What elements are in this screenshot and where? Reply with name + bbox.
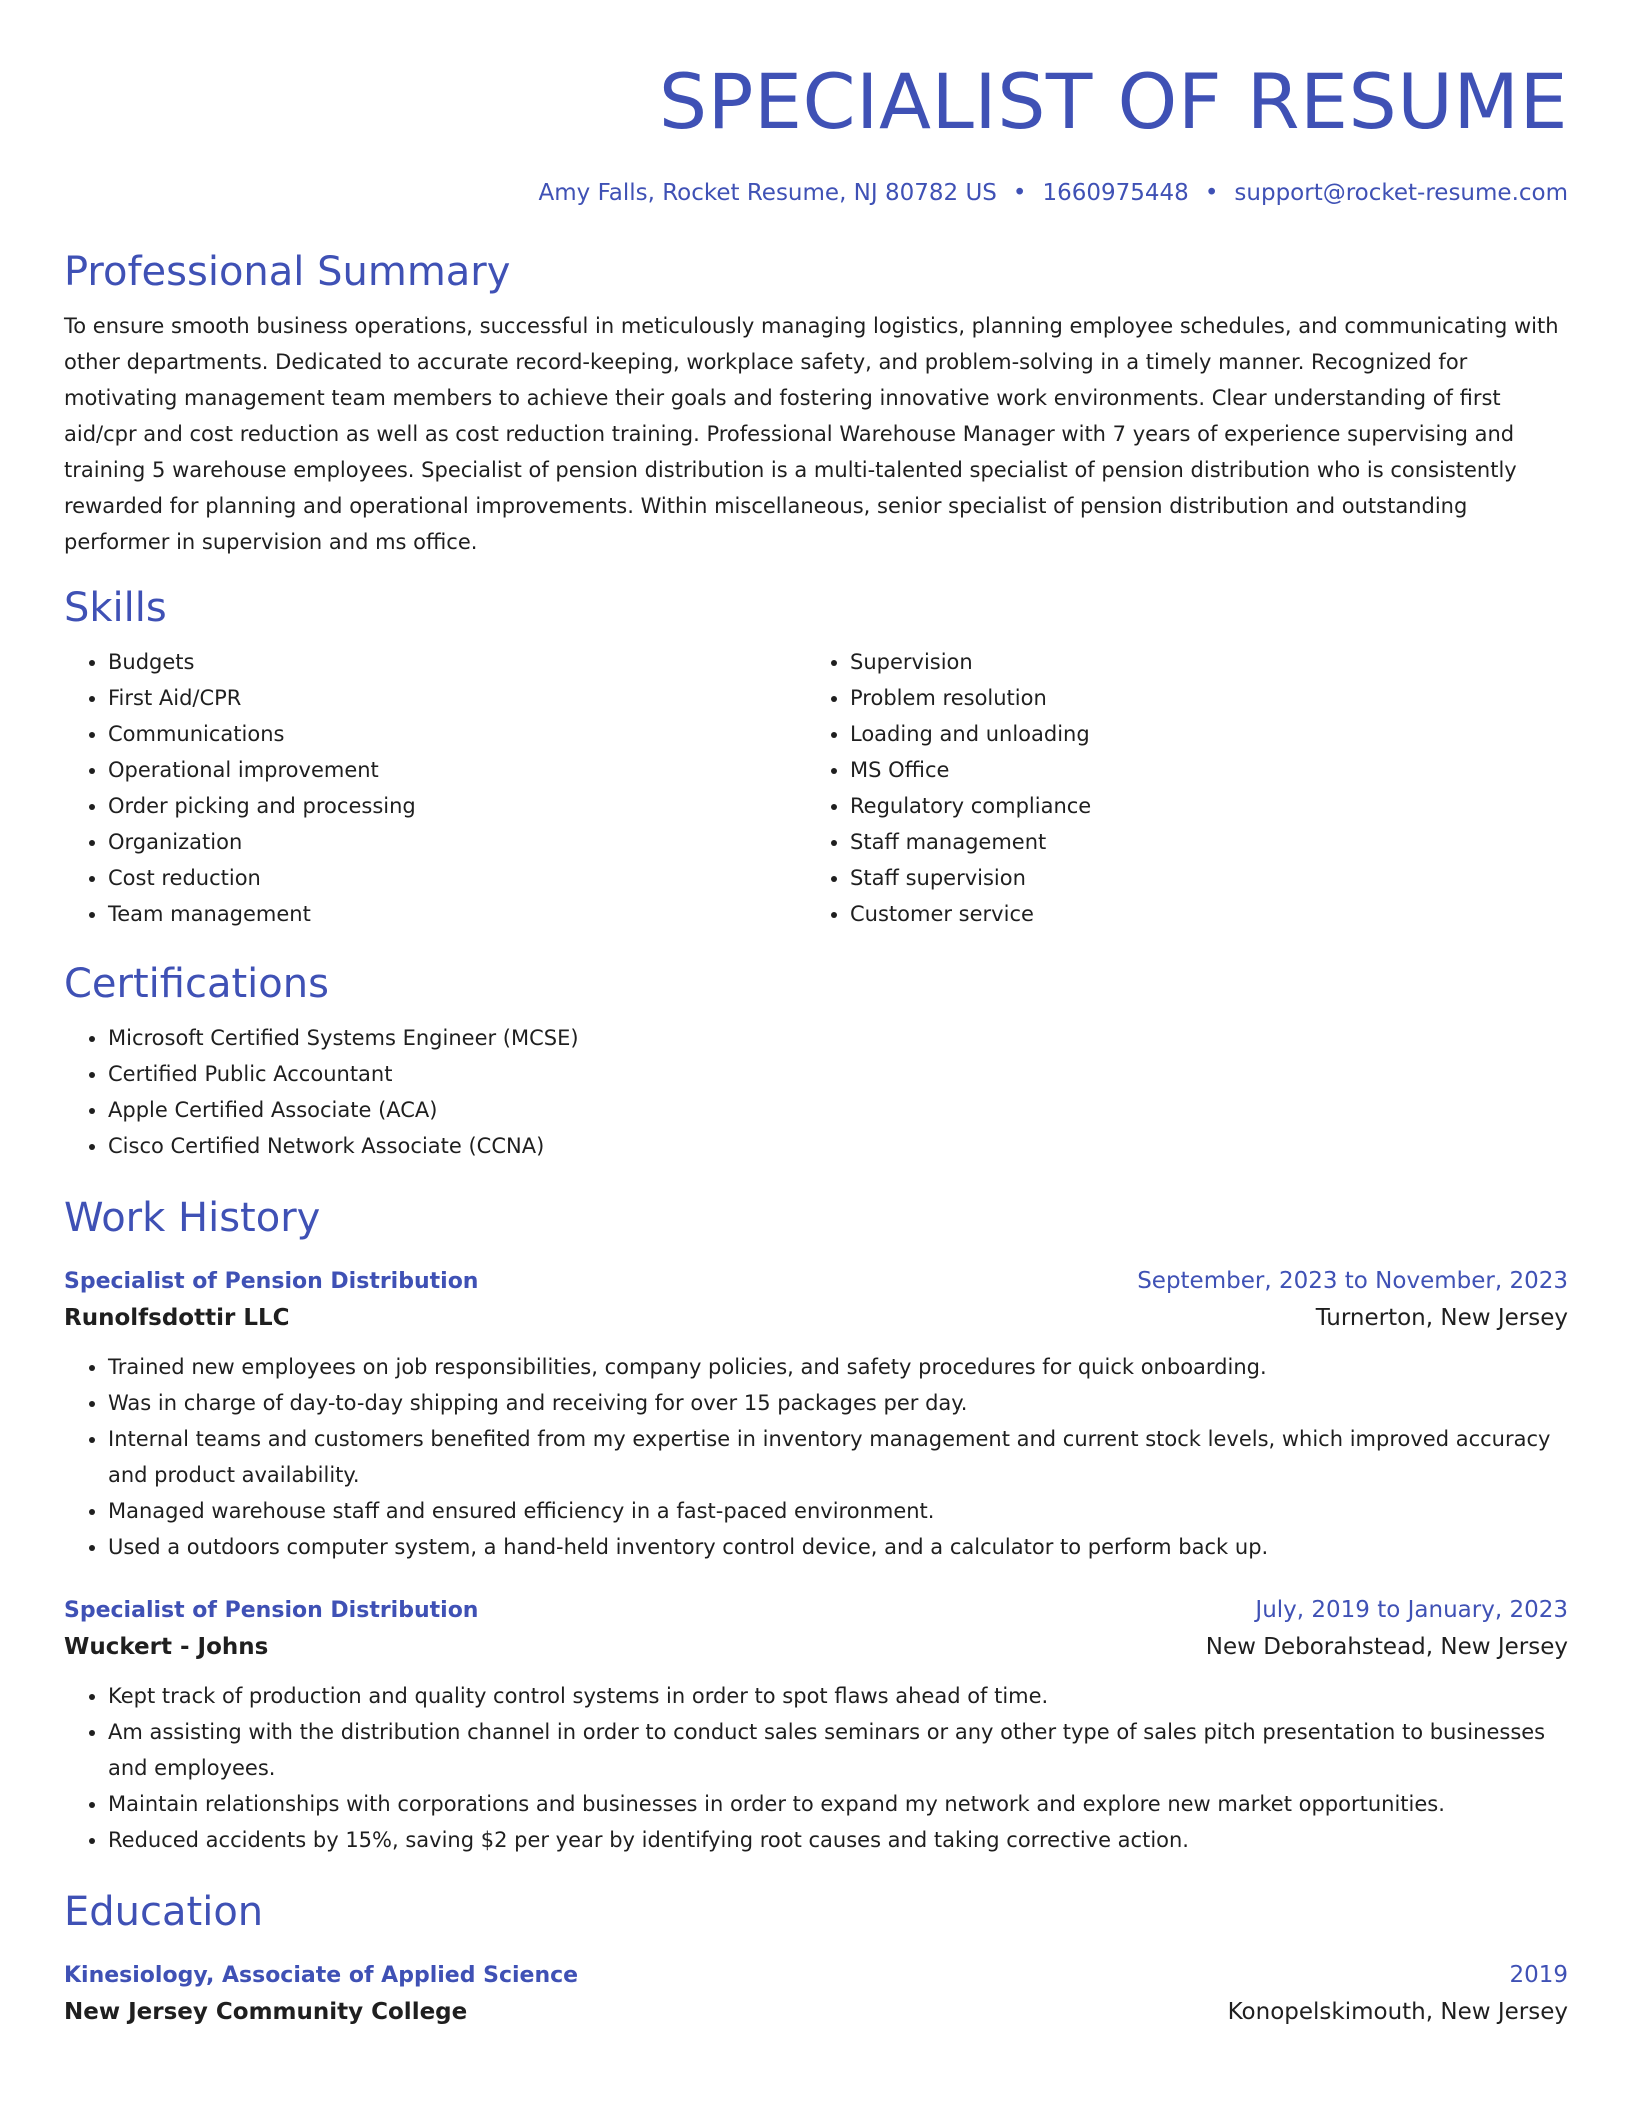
- contact-line: [64, 178, 1568, 208]
- job-location: New Deborahstead, New Jersey: [1205, 1634, 1568, 1660]
- skill-item: • Loading and unloading: [850, 716, 1548, 752]
- skill-item: • Regulatory compliance: [850, 788, 1548, 824]
- skill-item: • Problem resolution: [850, 680, 1548, 716]
- skill-item: • Operational improvement: [108, 752, 806, 788]
- job-bullet: • Managed warehouse staff and ensured efficiency in a fast-paced environment.: [108, 1493, 1568, 1529]
- job-bullet: • Was in charge of day-to-day shipping and receiving for over 15 packages per day.: [108, 1385, 1568, 1421]
- work-history-heading: Work History: [64, 1195, 321, 1241]
- job-dates: September, 2023 to November, 2023: [1137, 1268, 1568, 1294]
- job-bullet: • Kept track of production and quality control systems in order to spot flaws ahead of time.: [108, 1678, 1568, 1714]
- job-header: [64, 1264, 1568, 1299]
- resume-header: [64, 0, 1568, 208]
- job-subheader: [64, 1299, 1568, 1337]
- job-entry: [64, 1264, 1568, 1565]
- skill-item: • MS Office: [850, 752, 1548, 788]
- job-company: Runolfsdottir LLC: [64, 1305, 290, 1331]
- skills-list-left: [64, 644, 806, 932]
- certification-item: • Microsoft Certified Systems Engineer (MCSE): [108, 1020, 1568, 1056]
- skills-columns: [64, 644, 1568, 932]
- job-bullets: [64, 1678, 1568, 1858]
- skill-item: • Staff management: [850, 824, 1548, 860]
- education-degree: Kinesiology, Associate of Applied Science: [64, 1963, 579, 1988]
- education-section: [64, 1888, 1568, 2031]
- job-location: Turnerton, New Jersey: [1315, 1305, 1568, 1331]
- certification-item: • Certified Public Accountant: [108, 1056, 1568, 1092]
- skill-item: • Cost reduction: [108, 860, 806, 896]
- certifications-section: [64, 960, 1568, 1164]
- job-bullet: • Am assisting with the distribution channel in order to conduct sales seminars or any other type of sales pitch presentation to businesses and employees.: [108, 1714, 1568, 1786]
- job-bullet: • Maintain relationships with corporations and businesses in order to expand my network and explore new market opportunities.: [108, 1786, 1568, 1822]
- candidate-name: SPECIALIST OF RESUME: [658, 57, 1568, 146]
- job-bullets: [64, 1349, 1568, 1565]
- job-bullet: • Used a outdoors computer system, a hand-held inventory control device, and a calculator to perform back up.: [108, 1529, 1568, 1565]
- job-bullet: • Reduced accidents by 15%, saving $2 per year by identifying root causes and taking corrective action.: [108, 1822, 1568, 1858]
- skills-list-right: [806, 644, 1548, 932]
- job-title: Specialist of Pension Distribution: [64, 1269, 479, 1294]
- skill-item: • First Aid/CPR: [108, 680, 806, 716]
- separator-dot: •: [1204, 180, 1219, 206]
- job-subheader: [64, 1628, 1568, 1666]
- skill-item: • Customer service: [850, 896, 1548, 932]
- job-dates: July, 2019 to January, 2023: [1255, 1597, 1568, 1623]
- job-title: Specialist of Pension Distribution: [64, 1598, 479, 1623]
- skill-item: • Staff supervision: [850, 860, 1548, 896]
- separator-dot: •: [1012, 180, 1027, 206]
- skills-heading: Skills: [64, 585, 167, 631]
- education-header: [64, 1958, 1568, 1993]
- skill-item: • Supervision: [850, 644, 1548, 680]
- contact-phone: 1660975448: [1042, 180, 1189, 206]
- skill-item: • Communications: [108, 716, 806, 752]
- job-bullet: • Internal teams and customers benefited from my expertise in inventory management and current stock levels, which improved accuracy and product availability.: [108, 1421, 1568, 1493]
- job-bullet: • Trained new employees on job responsibilities, company policies, and safety procedures for quick onboarding.: [108, 1349, 1568, 1385]
- certifications-list: [64, 1020, 1568, 1164]
- education-location: Konopelskimouth, New Jersey: [1227, 1999, 1568, 2025]
- certifications-heading: Certifications: [64, 961, 329, 1007]
- job-header: [64, 1593, 1568, 1628]
- work-history-section: [64, 1194, 1568, 1858]
- contact-email: support@rocket-resume.com: [1234, 180, 1568, 206]
- certification-item: • Cisco Certified Network Associate (CCNA): [108, 1128, 1568, 1164]
- education-year: 2019: [1509, 1962, 1568, 1988]
- education-subheader: [64, 1993, 1568, 2031]
- job-company: Wuckert - Johns: [64, 1634, 269, 1660]
- contact-address: Amy Falls, Rocket Resume, NJ 80782 US: [538, 180, 997, 206]
- skill-item: • Organization: [108, 824, 806, 860]
- education-entry: [64, 1958, 1568, 2031]
- skill-item: • Budgets: [108, 644, 806, 680]
- skills-section: [64, 584, 1568, 932]
- summary-heading: Professional Summary: [64, 249, 511, 295]
- education-heading: Education: [64, 1889, 264, 1935]
- summary-text: To ensure smooth business operations, successful in meticulously managing logistics, planning employee schedules, and communicating with other departments. Dedicated to accurate record-keeping, workplace safety, and problem-solving in a timely manner. Recognized for motivating management team members to achieve their goals and fostering innovative work environments. Clear understanding of first aid/cpr and cost reduction as well as cost reduction training. Professional Warehouse Manager with 7 years of experience supervising and training 5 warehouse employees. Specialist of pension distribution is a multi-talented specialist of pension distribution who is consistently rewarded for planning and operational improvements. Within miscellaneous, senior specialist of pension distribution and outstanding performer in supervision and ms office.: [64, 314, 1559, 554]
- skill-item: • Order picking and processing: [108, 788, 806, 824]
- education-school: New Jersey Community College: [64, 1999, 468, 2025]
- summary-section: [64, 248, 1568, 560]
- job-entry: [64, 1593, 1568, 1858]
- skill-item: • Team management: [108, 896, 806, 932]
- certification-item: • Apple Certified Associate (ACA): [108, 1092, 1568, 1128]
